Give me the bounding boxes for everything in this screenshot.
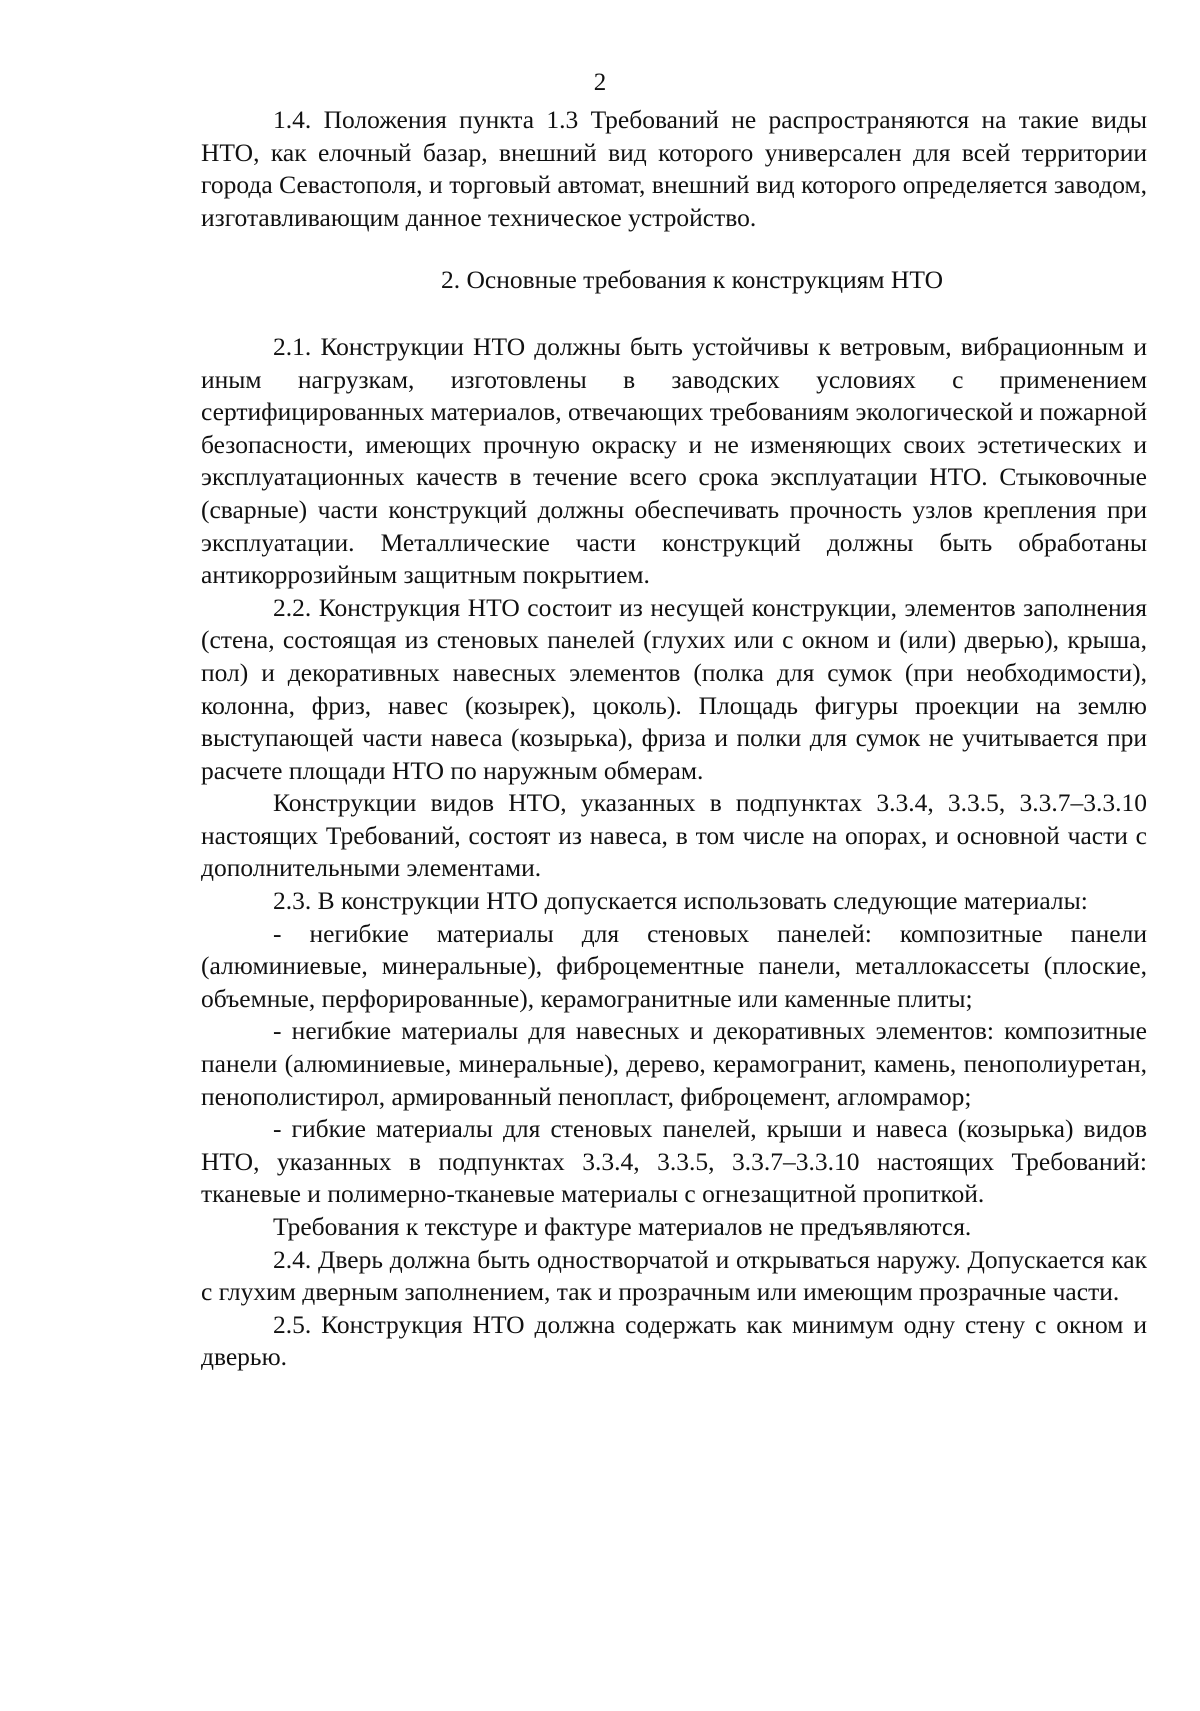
paragraph-2-1: 2.1. Конструкции НТО должны быть устойчивы к ветровым, вибрационным и иным нагрузкам, изготовлены в заводских условиях с применением сертифицированных материалов, отвечающих требованиям экологической и пожарной безопасности, имеющих прочную окраску и не изменяющих своих эстетических и эксплуатационных качеств в течение всего срока эксплуатации НТО. Стыковочные (сварные) части конструкций должны обеспечивать прочность узлов крепления при эксплуатации. Металлические части конструкций должны быть обработаны антикоррозийным защитным покрытием.	[201, 331, 1148, 590]
paragraph-1-4: 1.4. Положения пункта 1.3 Требований не распространяются на такие виды НТО, как елочный базар, внешний вид которого универсален для всей территории города Севастополя, и торговый автомат, внешний вид которого определяется заводом, изготавливающим данное техническое устройство.	[201, 105, 1147, 232]
paragraph-2-4: 2.4. Дверь должна быть одностворчатой и открываться наружу. Допускается как с глухим дверным заполнением, так и прозрачным или имеющим прозрачные части.	[201, 1244, 1147, 1307]
document-body	[201, 104, 1147, 1374]
list-item-rigid-decorative-materials: - негибкие материалы для навесных и декоративных элементов: композитные панели (алюминиевые, минеральные), дерево, керамогранит, камень, пенополиуретан, пенополистирол, армированный пенопласт, фиброцемент, агломрамор;	[201, 1016, 1147, 1111]
list-item-rigid-wall-materials: - негибкие материалы для стеновых панелей: композитные панели (алюминиевые, минеральные), фиброцементные панели, металлокассеты (плоские, объемные, перфорированные), керамогранитные или каменные плиты;	[201, 918, 1147, 1013]
page-number: 2	[593, 69, 607, 96]
paragraph-texture-requirements: Требования к текстуре и фактуре материалов не предъявляются.	[273, 1212, 972, 1241]
paragraph-2-2: 2.2. Конструкция НТО состоит из несущей конструкции, элементов заполнения (стена, состоящая из стеновых панелей (глухих или с окном и (или) дверью), крыша, пол) и декоративных навесных элементов (полка для сумок (при необходимости), колонна, фриз, навес (козырек), цоколь). Площадь фигуры проекции на землю выступающей части навеса (козырька), фриза и полки для сумок не учитывается при расчете площади НТО по наружным обмерам.	[201, 592, 1147, 785]
section-heading: 2. Основные требования к конструкциям НТО	[441, 265, 943, 295]
paragraph-2-2-continued: Конструкции видов НТО, указанных в подпунктах 3.3.4, 3.3.5, 3.3.7–3.3.10 настоящих Требований, состоят из навеса, в том числе на опорах, и основной части с дополнительными элементами.	[201, 788, 1147, 883]
list-item-flexible-materials: - гибкие материалы для стеновых панелей, крыши и навеса (козырька) видов НТО, указанных в подпунктах 3.3.4, 3.3.5, 3.3.7–3.3.10 настоящих Требований: тканевые и полимерно-тканевые материалы с огнезащитной пропиткой.	[201, 1114, 1147, 1209]
paragraph-2-3: 2.3. В конструкции НТО допускается использовать следующие материалы:	[273, 886, 1088, 916]
paragraph-2-5: 2.5. Конструкция НТО должна содержать как минимум одну стену с окном и дверью.	[201, 1309, 1147, 1372]
